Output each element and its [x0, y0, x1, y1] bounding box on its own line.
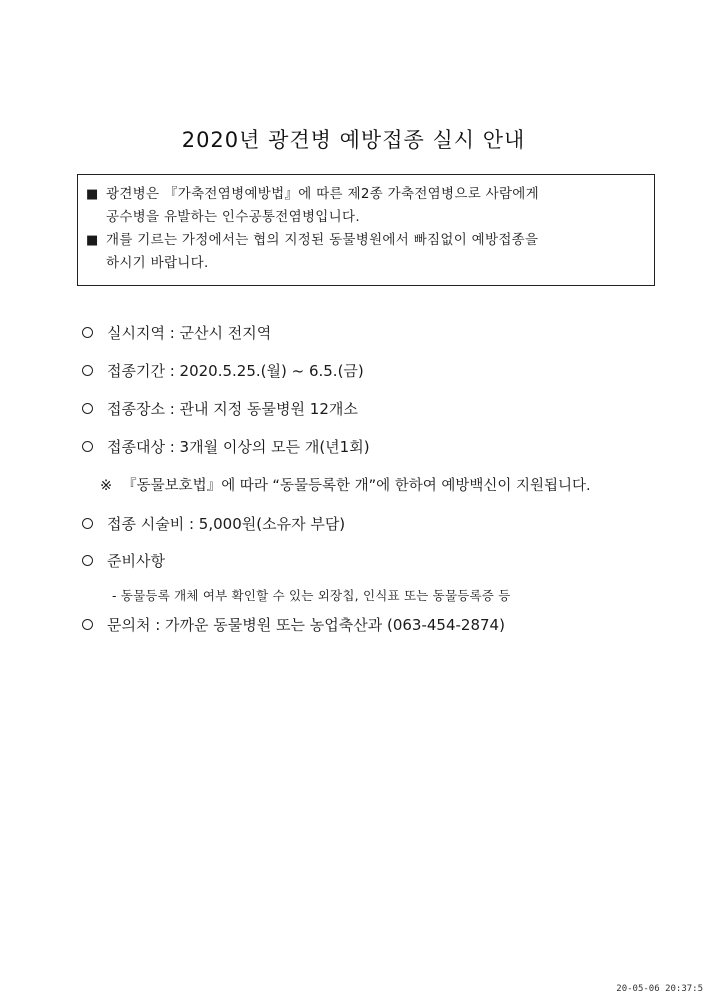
- notice-line: 하시기 바랍니다.: [106, 255, 209, 271]
- info-target: 접종대상 : 3개월 이상의 모든 개(년1회): [80, 436, 370, 457]
- circle-bullet-icon: [82, 518, 93, 529]
- square-bullet-icon: ■: [86, 187, 99, 202]
- circle-bullet-icon: [82, 619, 93, 630]
- info-contact: 문의처 : 가까운 동물병원 또는 농업축산과 (063-454-2874): [80, 614, 505, 635]
- circle-bullet-icon: [82, 365, 93, 376]
- print-timestamp: 20-05-06 20:37:5: [616, 984, 703, 994]
- info-fee: 접종 시술비 : 5,000원(소유자 부담): [80, 513, 345, 534]
- circle-bullet-icon: [82, 441, 93, 452]
- prep-detail: - 동물등록 개체 여부 확인할 수 있는 외장칩, 인식표 또는 동물등록증 등: [112, 588, 511, 603]
- circle-bullet-icon: [82, 327, 93, 338]
- info-period: 접종기간 : 2020.5.25.(월) ~ 6.5.(금): [80, 360, 364, 381]
- info-place: 접종장소 : 관내 지정 동물병원 12개소: [80, 398, 358, 419]
- notice-item: [86, 183, 644, 229]
- notice-line: 공수병을 유발하는 인수공통전염병입니다.: [106, 209, 360, 225]
- circle-bullet-icon: [82, 403, 93, 414]
- reference-mark-icon: ※: [100, 478, 113, 494]
- notice-item: [86, 229, 644, 275]
- info-prep: 준비사항: [80, 550, 165, 571]
- notice-line: 광견병은 『가축전염병예방법』에 따른 제2종 가축전염병으로 사람에게: [106, 186, 539, 202]
- page-title: 2020년 광견병 예방접종 실시 안내: [181, 128, 526, 152]
- info-area: 실시지역 : 군산시 전지역: [80, 322, 271, 343]
- circle-bullet-icon: [82, 555, 93, 566]
- support-note: ※ 『동물보호법』에 따라 “동물등록한 개”에 한하여 예방백신이 지원됩니다.: [100, 478, 591, 494]
- notice-line: 개를 기르는 가정에서는 협의 지정된 동물병원에서 빠짐없이 예방접종을: [106, 232, 539, 248]
- notice-box: [77, 174, 655, 286]
- square-bullet-icon: ■: [86, 233, 99, 248]
